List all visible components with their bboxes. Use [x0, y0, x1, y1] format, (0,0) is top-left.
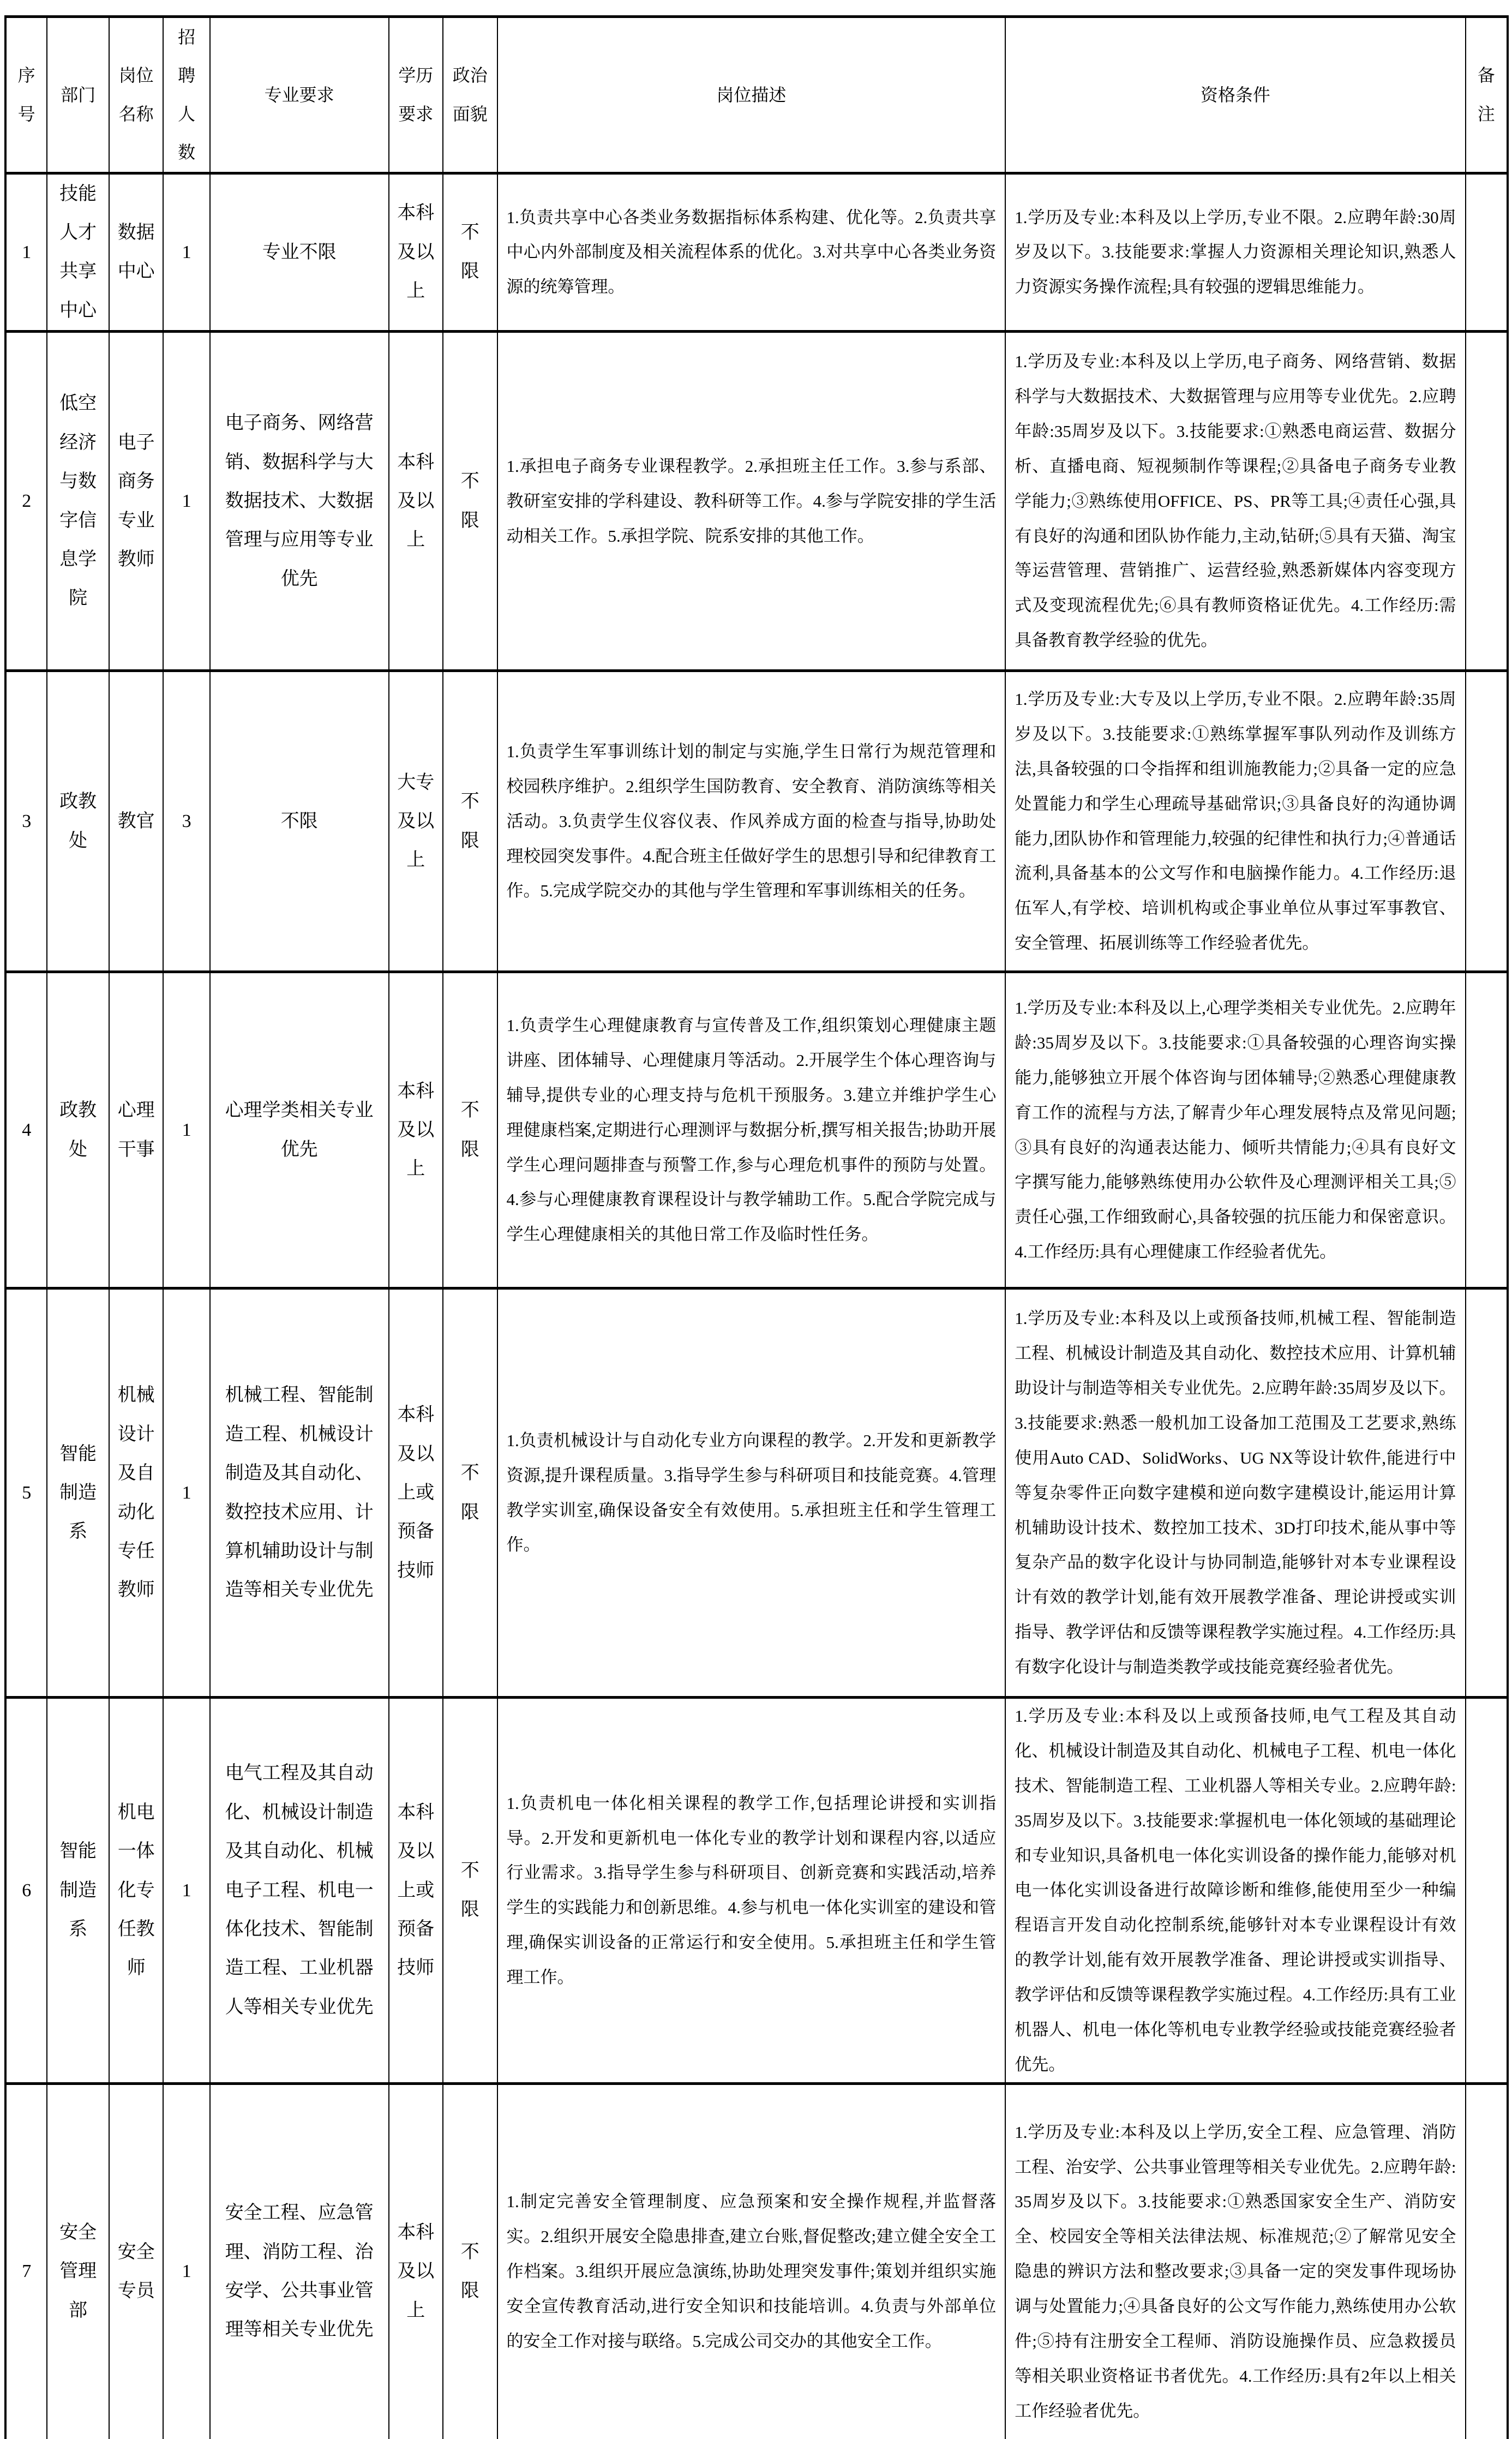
cell-count: 1 [163, 972, 209, 1289]
header-row [5, 17, 1508, 173]
cell-qualification: 1.学历及专业:本科及以上学历,电子商务、网络营销、数据科学与大数据技术、大数据管理与应用等专业优先。2.应聘年龄:35周岁及以下。3.技能要求:①熟悉电商运营、数据分析、直播电商、短视频制作等课程;②具备电子商务专业教学能力;③熟练使用OFFICE、PS、PR等工具;④责任心强,具有良好的沟通和团队协作能力,主动,钻研;⑤具有天猫、淘宝等运营管理、营销推广、运营经验,熟悉新媒体内容变现方式及变现流程优先;⑥具有教师资格证优先。4.工作经历:需具备教育教学经验的优先。 [1005, 332, 1465, 671]
cell-description: 1.负责学生心理健康教育与宣传普及工作,组织策划心理健康主题讲座、团体辅导、心理健康月等活动。2.开展学生个体心理咨询与辅导,提供专业的心理支持与危机干预服务。3.建立并维护学生心理健康档案,定期进行心理测评与数据分析,撰写相关报告;协助开展学生心理问题排查与预警工作,参与心理危机事件的预防与处置。4.参与心理健康教育课程设计与教学辅助工作。5.配合学院完成与学生心理健康相关的其他日常工作及临时性任务。 [497, 972, 1006, 1289]
header-description: 岗位描述 [497, 17, 1006, 173]
cell-major: 机械工程、智能制造工程、机械设计制造及其自动化、数控技术应用、计算机辅助设计与制造等相关专业优先 [210, 1289, 389, 1698]
table-row [5, 173, 1508, 332]
cell-education: 本科及以上 [389, 332, 443, 671]
cell-position: 机电一体化专任教师 [109, 1698, 164, 2083]
cell-seq: 3 [5, 671, 47, 972]
cell-education: 本科及以上 [389, 972, 443, 1289]
cell-dept: 智能制造系 [47, 1698, 109, 2083]
cell-dept: 技能人才共享中心 [47, 173, 109, 332]
header-political: 政治面貌 [443, 17, 497, 173]
cell-description: 1.制定完善安全管理制度、应急预案和安全操作规程,并监督落实。2.组织开展安全隐患排查,建立台账,督促整改;建立健全安全工作档案。3.组织开展应急演练,协助处理突发事件;策划并组织实施安全宣传教育活动,进行安全知识和技能培训。4.负责与外部单位的安全工作对接与联络。5.完成公司交办的其他安全工作。 [497, 2083, 1006, 2439]
table-row [5, 332, 1508, 671]
cell-seq: 1 [5, 173, 47, 332]
cell-seq: 5 [5, 1289, 47, 1698]
cell-political: 不限 [443, 2083, 497, 2439]
cell-qualification: 1.学历及专业:大专及以上学历,专业不限。2.应聘年龄:35周岁及以下。3.技能要求:①熟练掌握军事队列动作及训练方法,具备较强的口令指挥和组训施教能力;②具备一定的应急处置能力和学生心理疏导基础常识;③具备良好的沟通协调能力,团队协作和管理能力,较强的纪律性和执行力;④普通话流利,具备基本的公文写作和电脑操作能力。4.工作经历:退伍军人,有学校、培训机构或企事业单位从事过军事教官、安全管理、拓展训练等工作经验者优先。 [1005, 671, 1465, 972]
cell-seq: 6 [5, 1698, 47, 2083]
cell-education: 大专及以上 [389, 671, 443, 972]
cell-remark [1466, 2083, 1508, 2439]
cell-dept: 政教处 [47, 972, 109, 1289]
cell-education: 本科及以上 [389, 2083, 443, 2439]
cell-political: 不限 [443, 972, 497, 1289]
cell-dept: 低空经济与数字信息学院 [47, 332, 109, 671]
table-row [5, 671, 1508, 972]
table-row [5, 1289, 1508, 1698]
cell-education: 本科及以上或预备技师 [389, 1698, 443, 2083]
header-seq: 序号 [5, 17, 47, 173]
cell-count: 1 [163, 1698, 209, 2083]
cell-position: 机械设计及自动化专任教师 [109, 1289, 164, 1698]
cell-dept: 政教处 [47, 671, 109, 972]
cell-major: 不限 [210, 671, 389, 972]
cell-count: 1 [163, 332, 209, 671]
cell-political: 不限 [443, 332, 497, 671]
cell-remark [1466, 173, 1508, 332]
cell-major: 电气工程及其自动化、机械设计制造及其自动化、机械电子工程、机电一体化技术、智能制造工程、工业机器人等相关专业优先 [210, 1698, 389, 2083]
table-row [5, 1698, 1508, 2083]
cell-description: 1.负责学生军事训练计划的制定与实施,学生日常行为规范管理和校园秩序维护。2.组织学生国防教育、安全教育、消防演练等相关活动。3.负责学生仪容仪表、作风养成方面的检查与指导,协助处理校园突发事件。4.配合班主任做好学生的思想引导和纪律教育工作。5.完成学院交办的其他与学生管理和军事训练相关的任务。 [497, 671, 1006, 972]
cell-major: 安全工程、应急管理、消防工程、治安学、公共事业管理等相关专业优先 [210, 2083, 389, 2439]
table-row [5, 972, 1508, 1289]
cell-count: 1 [163, 1289, 209, 1698]
cell-position: 教官 [109, 671, 164, 972]
cell-description: 1.负责机电一体化相关课程的教学工作,包括理论讲授和实训指导。2.开发和更新机电一体化专业的教学计划和课程内容,以适应行业需求。3.指导学生参与科研项目、创新竞赛和实践活动,培养学生的实践能力和创新思维。4.参与机电一体化实训室的建设和管理,确保实训设备的正常运行和安全使用。5.承担班主任和学生管理工作。 [497, 1698, 1006, 2083]
header-qualification: 资格条件 [1005, 17, 1465, 173]
cell-dept: 安全管理部 [47, 2083, 109, 2439]
cell-major: 电子商务、网络营销、数据科学与大数据技术、大数据管理与应用等专业优先 [210, 332, 389, 671]
cell-qualification: 1.学历及专业:本科及以上学历,专业不限。2.应聘年龄:30周岁及以下。3.技能要求:掌握人力资源相关理论知识,熟悉人力资源实务操作流程;具有较强的逻辑思维能力。 [1005, 173, 1465, 332]
cell-qualification: 1.学历及专业:本科及以上或预备技师,电气工程及其自动化、机械设计制造及其自动化、机械电子工程、机电一体化技术、智能制造工程、工业机器人等相关专业。2.应聘年龄:35周岁及以下。3.技能要求:掌握机电一体化领域的基础理论和专业知识,具备机电一体化实训设备的操作能力,能够对机电一体化实训设备进行故障诊断和维修,能使用至少一种编程语言开发自动化控制系统,能够针对本专业课程设计有效的教学计划,能有效开展教学准备、理论讲授或实训指导、教学评估和反馈等课程教学实施过程。4.工作经历:具有工业机器人、机电一体化等机电专业教学经验或技能竞赛经验者优先。 [1005, 1698, 1465, 2083]
cell-education: 本科及以上或预备技师 [389, 1289, 443, 1698]
cell-political: 不限 [443, 173, 497, 332]
cell-count: 3 [163, 671, 209, 972]
cell-education: 本科及以上 [389, 173, 443, 332]
cell-seq: 7 [5, 2083, 47, 2439]
header-count: 招聘人数 [163, 17, 209, 173]
cell-qualification: 1.学历及专业:本科及以上,心理学类相关专业优先。2.应聘年龄:35周岁及以下。3.技能要求:①具备较强的心理咨询实操能力,能够独立开展个体咨询与团体辅导;②熟悉心理健康教育工作的流程与方法,了解青少年心理发展特点及常见问题;③具有良好的沟通表达能力、倾听共情能力;④具有良好文字撰写能力,能够熟练使用办公软件及心理测评相关工具;⑤责任心强,工作细致耐心,具备较强的抗压能力和保密意识。4.工作经历:具有心理健康工作经验者优先。 [1005, 972, 1465, 1289]
cell-description: 1.负责机械设计与自动化专业方向课程的教学。2.开发和更新教学资源,提升课程质量。3.指导学生参与科研项目和技能竞赛。4.管理教学实训室,确保设备安全有效使用。5.承担班主任和学生管理工作。 [497, 1289, 1006, 1698]
cell-qualification: 1.学历及专业:本科及以上或预备技师,机械工程、智能制造工程、机械设计制造及其自动化、数控技术应用、计算机辅助设计与制造等相关专业优先。2.应聘年龄:35周岁及以下。3.技能要求:熟悉一般机加工设备加工范围及工艺要求,熟练使用Auto CAD、SolidWorks、UG NX等设计软件,能进行中等复杂零件正向数字建模和逆向数字建模设计,能运用计算机辅助设计技术、数控加工技术、3D打印技术,能从事中等复杂产品的数字化设计与协同制造,能够针对本专业课程设计有效的教学计划,能有效开展教学准备、理论讲授或实训指导、教学评估和反馈等课程教学实施过程。4.工作经历:具有数字化设计与制造类教学或技能竞赛经验者优先。 [1005, 1289, 1465, 1698]
cell-description: 1.负责共享中心各类业务数据指标体系构建、优化等。2.负责共享中心内外部制度及相关流程体系的优化。3.对共享中心各类业务资源的统筹管理。 [497, 173, 1006, 332]
header-dept: 部门 [47, 17, 109, 173]
header-major: 专业要求 [210, 17, 389, 173]
cell-major: 心理学类相关专业优先 [210, 972, 389, 1289]
cell-political: 不限 [443, 1289, 497, 1698]
cell-remark [1466, 1289, 1508, 1698]
header-education: 学历要求 [389, 17, 443, 173]
cell-remark [1466, 332, 1508, 671]
cell-major: 专业不限 [210, 173, 389, 332]
cell-seq: 4 [5, 972, 47, 1289]
cell-remark [1466, 972, 1508, 1289]
cell-position: 数据中心 [109, 173, 164, 332]
cell-position: 电子商务专业教师 [109, 332, 164, 671]
cell-political: 不限 [443, 1698, 497, 2083]
cell-position: 心理干事 [109, 972, 164, 1289]
cell-remark [1466, 1698, 1508, 2083]
cell-remark [1466, 671, 1508, 972]
table-row [5, 2083, 1508, 2439]
cell-seq: 2 [5, 332, 47, 671]
recruitment-table [4, 15, 1509, 2439]
cell-position: 安全专员 [109, 2083, 164, 2439]
cell-political: 不限 [443, 671, 497, 972]
cell-count: 1 [163, 173, 209, 332]
header-position: 岗位名称 [109, 17, 164, 173]
header-remark: 备注 [1466, 17, 1508, 173]
cell-count: 1 [163, 2083, 209, 2439]
cell-dept: 智能制造系 [47, 1289, 109, 1698]
cell-qualification: 1.学历及专业:本科及以上学历,安全工程、应急管理、消防工程、治安学、公共事业管理等相关专业优先。2.应聘年龄:35周岁及以下。3.技能要求:①熟悉国家安全生产、消防安全、校园安全等相关法律法规、标准规范;②了解常见安全隐患的辨识方法和整改要求;③具备一定的突发事件现场协调与处置能力;④具备良好的公文写作能力,熟练使用办公软件;⑤持有注册安全工程师、消防设施操作员、应急救援员等相关职业资格证书者优先。4.工作经历:具有2年以上相关工作经验者优先。 [1005, 2083, 1465, 2439]
cell-description: 1.承担电子商务专业课程教学。2.承担班主任工作。3.参与系部、教研室安排的学科建设、教科研等工作。4.参与学院安排的学生活动相关工作。5.承担学院、院系安排的其他工作。 [497, 332, 1006, 671]
